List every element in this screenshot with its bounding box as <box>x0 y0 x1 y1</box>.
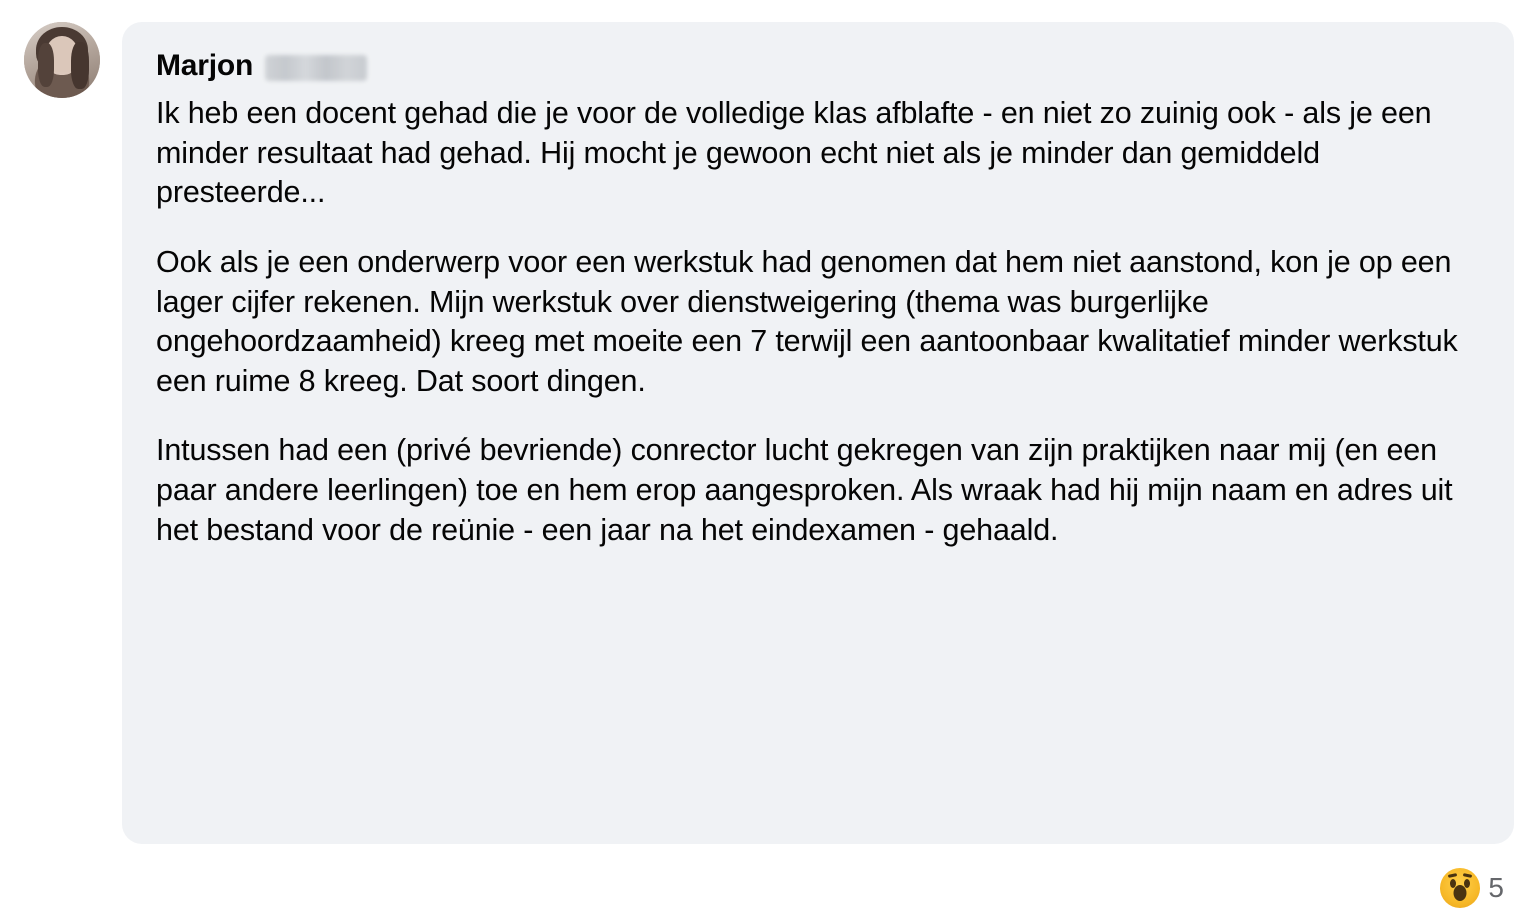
comment-bubble <box>122 22 1514 844</box>
wow-emoji-brow-left <box>1448 873 1457 878</box>
wow-emoji-brow-right <box>1463 873 1472 878</box>
wow-emoji-mouth <box>1454 885 1467 901</box>
wow-emoji-icon[interactable] <box>1440 868 1480 908</box>
avatar-hair-right-shape <box>71 42 89 89</box>
reaction-pill[interactable] <box>1440 868 1504 908</box>
reactions-bar[interactable] <box>1440 868 1504 908</box>
comment-author-surname-redacted <box>265 55 367 81</box>
wow-emoji-eye-right <box>1464 879 1470 888</box>
avatar-hair-left-shape <box>38 43 55 87</box>
comment-author-name[interactable]: Marjon <box>156 49 254 82</box>
comment-paragraph-1: Ik heb een docent gehad die je voor de volledige klas afblafte - en niet zo zuinig ook - als je een minder resultaat had gehad. Hij mocht je gewoon echt niet als je minder dan gemiddeld presteerde... <box>156 96 1432 210</box>
comment-paragraph-2: Ook als je een onderwerp voor een werkstuk had genomen dat hem niet aanstond, kon je op een lager cijfer rekenen. Mijn werkstuk over dienstweigering (thema was burgerlijke ongehoordzaamheid) kreeg met moeite een 7 terwijl een aantoonbaar kwalitatief minder werkstuk een ruime 8 kreeg. Dat soort dingen. <box>156 244 1458 398</box>
reaction-count: 5 <box>1488 872 1504 903</box>
comment-paragraph-3: Intussen had een (privé bevriende) conrector lucht gekregen van zijn praktijken naar mij (en een paar andere leerlingen) toe en hem erop aangesproken. Als wraak had hij mijn naam en adres uit het bestand voor de reünie - een jaar na het eindexamen - gehaald. <box>156 433 1453 547</box>
comment-author-row <box>156 48 1480 84</box>
comment-text <box>156 94 1480 550</box>
avatar[interactable] <box>24 22 100 98</box>
